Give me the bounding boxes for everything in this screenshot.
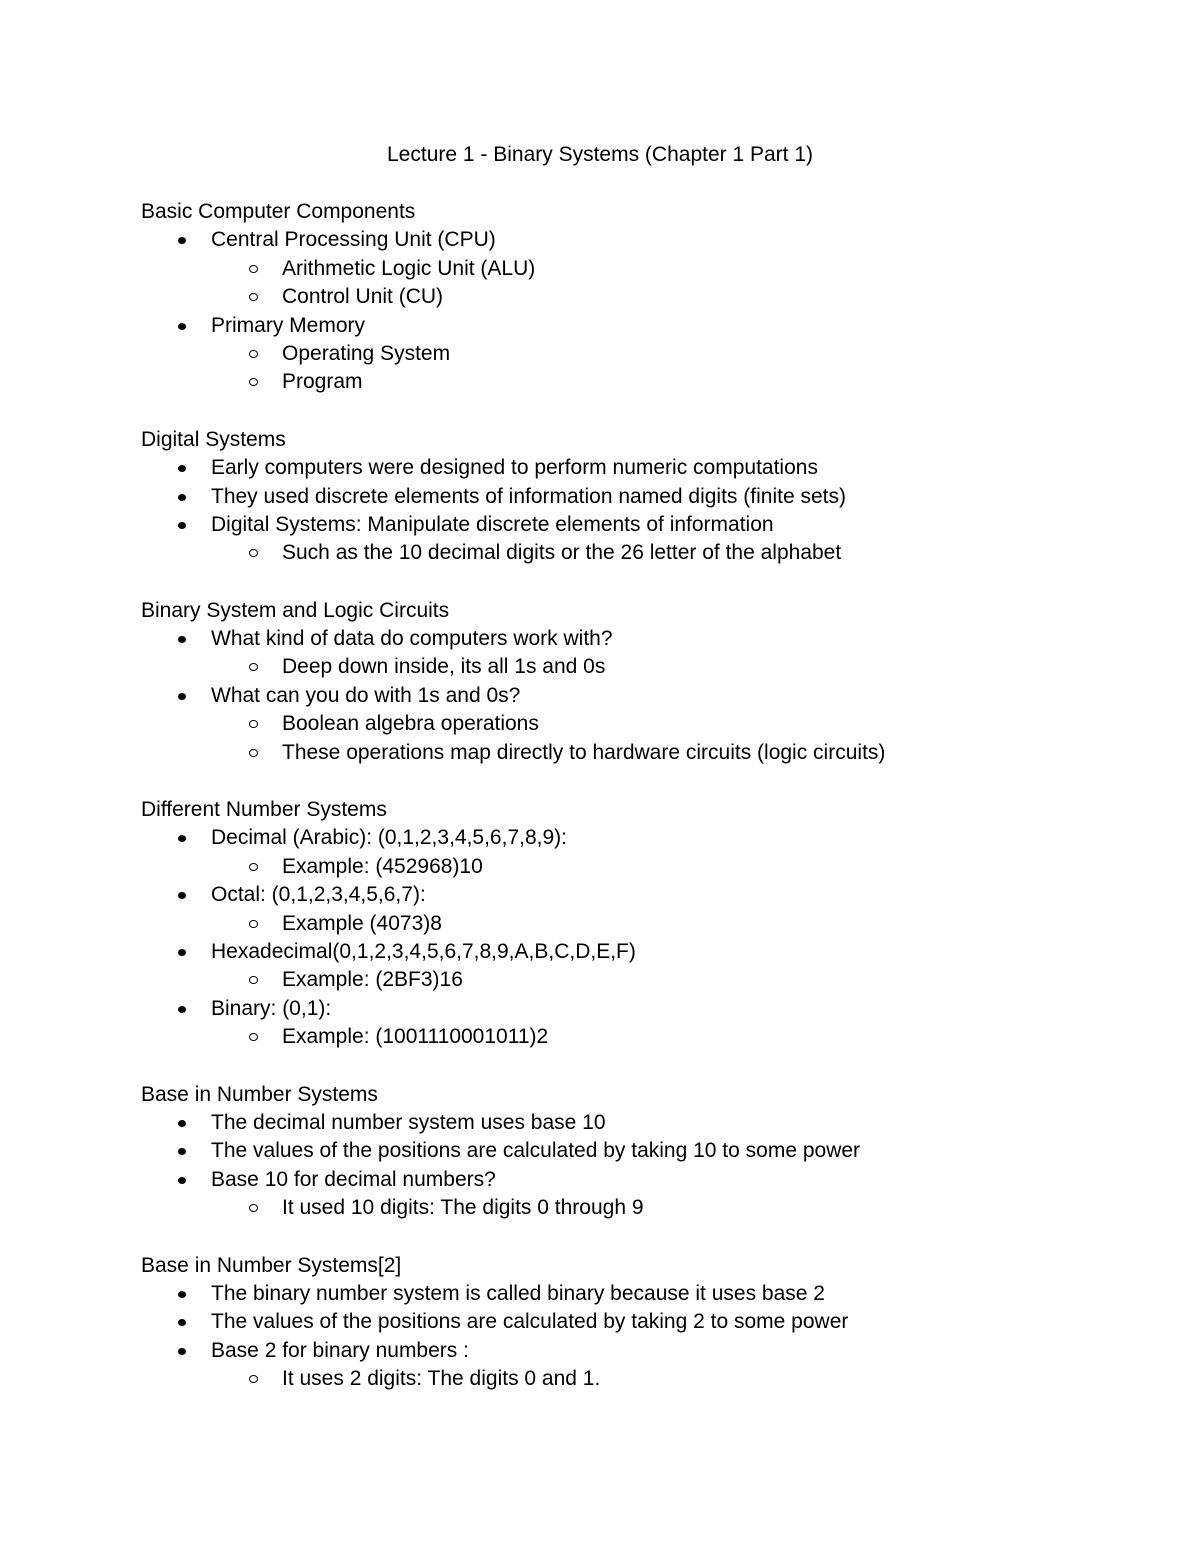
list-item-text: The values of the positions are calculated by taking 10 to some power [211, 1139, 861, 1163]
list-item-text: They used discrete elements of information named digits (finite sets) [211, 484, 846, 508]
list-item [141, 995, 1141, 1023]
bullet-circle-icon [249, 293, 258, 301]
list-item-text: Hexadecimal(0,1,2,3,4,5,6,7,8,9,A,B,C,D,E,F) [211, 939, 636, 963]
bullet-circle-icon [249, 1033, 258, 1041]
list-item-text: It used 10 digits: The digits 0 through 9 [282, 1196, 644, 1220]
bullet-disc-icon [178, 1120, 186, 1127]
section-heading: Basic Computer Components [141, 200, 416, 223]
list-item-text: Primary Memory [211, 313, 366, 337]
list-item-text: Example: (452968)10 [282, 854, 483, 878]
section-heading: Base in Number Systems[2] [141, 1253, 402, 1277]
list-item-text: The values of the positions are calculated by taking 2 to some power [211, 1310, 849, 1334]
bullet-circle-icon [249, 863, 258, 871]
list-item-text: Program [282, 370, 363, 394]
sub-list-item [141, 853, 1141, 881]
list-item-text: Example: (1001110001011)2 [282, 1025, 549, 1049]
bullet-circle-icon [249, 749, 258, 757]
list-item [141, 625, 1141, 653]
bullet-circle-icon [249, 265, 258, 273]
list-item-text: Binary: (0,1): [211, 996, 332, 1020]
section-heading: Base in Number Systems [141, 1082, 378, 1106]
bullet-list [141, 1109, 1141, 1223]
list-item-text: What can you do with 1s and 0s? [211, 683, 521, 707]
bullet-circle-icon [249, 1375, 258, 1383]
list-item [141, 1109, 1141, 1137]
list-item-text: Boolean algebra operations [282, 712, 539, 736]
bullet-list [141, 625, 1141, 767]
bullet-disc-icon [178, 1177, 186, 1184]
list-item-text: Base 10 for decimal numbers? [211, 1167, 496, 1191]
list-item [141, 881, 1141, 909]
bullet-disc-icon [178, 1348, 186, 1355]
bullet-disc-icon [178, 494, 186, 501]
section [141, 1252, 1141, 1394]
list-item-text: Digital Systems: Manipulate discrete elements of information [211, 512, 774, 536]
bullet-disc-icon [178, 1006, 186, 1013]
bullet-circle-icon [249, 663, 258, 671]
sub-list-item [141, 739, 1141, 767]
document-body [141, 198, 1141, 1422]
list-item [141, 454, 1141, 482]
bullet-disc-icon [178, 693, 186, 700]
bullet-circle-icon [249, 976, 258, 984]
list-item [141, 511, 1141, 539]
section [141, 1081, 1141, 1223]
bullet-disc-icon [178, 1148, 186, 1155]
list-item [141, 483, 1141, 511]
list-item-text: Deep down inside, its all 1s and 0s [282, 655, 606, 679]
section-heading: Different Number Systems [141, 798, 387, 822]
sub-list-item [141, 910, 1141, 938]
bullet-disc-icon [178, 237, 186, 244]
list-item-text: Control Unit (CU) [282, 285, 444, 309]
list-item [141, 1308, 1141, 1336]
bullet-list [141, 824, 1141, 1051]
list-item-text: Base 2 for binary numbers : [211, 1338, 469, 1362]
list-item-text: These operations map directly to hardware circuits (logic circuits) [282, 740, 886, 764]
bullet-list [141, 1280, 1141, 1394]
bullet-disc-icon [178, 323, 186, 330]
bullet-circle-icon [249, 549, 258, 557]
bullet-circle-icon [249, 378, 258, 386]
bullet-circle-icon [249, 1204, 258, 1212]
list-item [141, 682, 1141, 710]
bullet-list [141, 226, 1141, 396]
bullet-disc-icon [178, 1319, 186, 1326]
bullet-list [141, 454, 1141, 568]
sub-list-item [141, 283, 1141, 311]
section-heading: Binary System and Logic Circuits [141, 598, 450, 622]
list-item-text: Operating System [282, 341, 451, 365]
bullet-circle-icon [249, 720, 258, 728]
sub-list-item [141, 340, 1141, 368]
bullet-disc-icon [178, 1291, 186, 1298]
list-item [141, 824, 1141, 852]
list-item-text: Arithmetic Logic Unit (ALU) [282, 256, 536, 280]
list-item-text: The decimal number system uses base 10 [211, 1110, 606, 1134]
bullet-disc-icon [178, 949, 186, 956]
list-item-text: Example (4073)8 [282, 911, 442, 935]
section [141, 198, 1141, 397]
sub-list-item [141, 539, 1141, 567]
sub-list-item [141, 255, 1141, 283]
bullet-circle-icon [249, 920, 258, 928]
document-title: Lecture 1 - Binary Systems (Chapter 1 Part 1) [387, 143, 813, 166]
list-item [141, 938, 1141, 966]
list-item [141, 1280, 1141, 1308]
sub-list-item [141, 1194, 1141, 1222]
list-item-text: It uses 2 digits: The digits 0 and 1. [282, 1367, 601, 1391]
bullet-circle-icon [249, 350, 258, 358]
bullet-disc-icon [178, 835, 186, 842]
bullet-disc-icon [178, 636, 186, 643]
list-item-text: Example: (2BF3)16 [282, 968, 463, 992]
list-item [141, 226, 1141, 254]
sub-list-item [141, 966, 1141, 994]
bullet-disc-icon [178, 465, 186, 472]
bullet-disc-icon [178, 522, 186, 529]
bullet-disc-icon [178, 892, 186, 899]
sub-list-item [141, 1365, 1141, 1393]
list-item-text: Early computers were designed to perform numeric computations [211, 456, 818, 480]
list-item [141, 1166, 1141, 1194]
sub-list-item [141, 710, 1141, 738]
list-item [141, 312, 1141, 340]
section-heading: Digital Systems [141, 427, 286, 451]
list-item-text: Decimal (Arabic): (0,1,2,3,4,5,6,7,8,9): [211, 826, 567, 850]
section [141, 796, 1141, 1052]
list-item-text: Such as the 10 decimal digits or the 26 letter of the alphabet [282, 541, 842, 565]
list-item [141, 1137, 1141, 1165]
list-item-text: Octal: (0,1,2,3,4,5,6,7): [211, 883, 426, 907]
list-item-text: What kind of data do computers work with? [211, 627, 613, 651]
sub-list-item [141, 1023, 1141, 1051]
list-item [141, 1337, 1141, 1365]
section [141, 597, 1141, 767]
section [141, 426, 1141, 568]
list-item-text: Central Processing Unit (CPU) [211, 228, 496, 252]
sub-list-item [141, 653, 1141, 681]
list-item-text: The binary number system is called binary because it uses base 2 [211, 1281, 825, 1305]
sub-list-item [141, 368, 1141, 396]
